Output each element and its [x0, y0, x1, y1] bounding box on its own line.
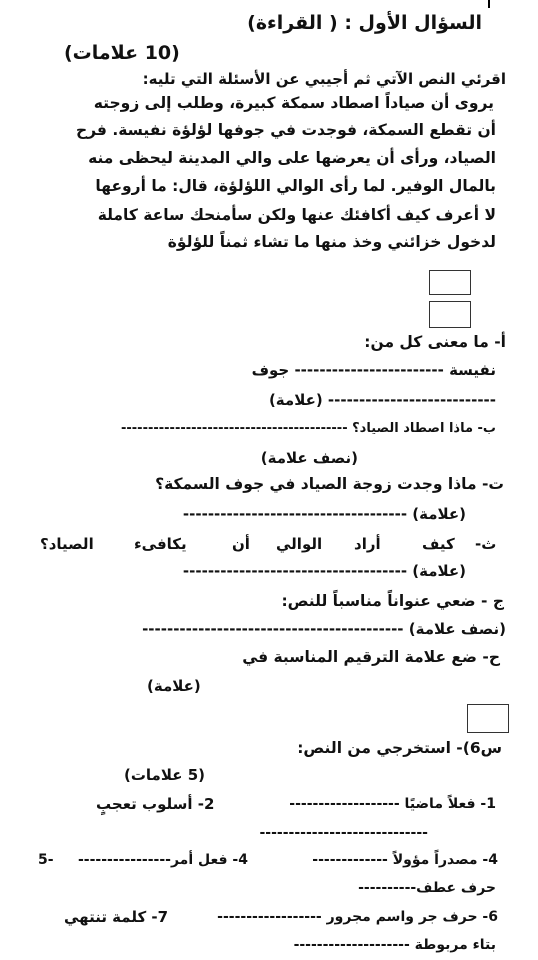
q6-item-1: 1- فعلاً ماضيًا ------------------- — [289, 796, 496, 812]
question-th-word-5: أن — [232, 535, 250, 553]
passage-line-2: أن تقطع السمكة، فوجدت في جوفها لؤلؤة نفيسة. فرح — [75, 121, 496, 139]
q6-item-4: 4- مصدراً مؤولاً ------------- — [312, 852, 498, 868]
question-th-word-3: أراد — [354, 535, 381, 553]
question-h-mark: (علامة) — [147, 677, 201, 695]
q6-item-7b: بتاء مربوطة -------------------- — [293, 937, 496, 953]
q6-item-2: 2- أسلوب تعجبٍ — [96, 795, 215, 813]
page-title: السؤال الأول : ( القراءة) — [247, 12, 482, 34]
question-th-word-7: الصياد؟ — [40, 535, 94, 553]
marks-total: (10 علامات) — [64, 42, 180, 64]
q6-dash-line: ----------------------------- — [259, 825, 428, 841]
question-a-line-1: نفيسة ------------------------ جوف — [251, 361, 496, 379]
q6-item-6: 6- حرف جر واسم مجرور ------------------ — [217, 909, 498, 925]
question-j-line: (نصف علامة) ------------------------------------------ — [142, 620, 506, 638]
question-a-prompt: أ- ما معنى كل من: — [364, 333, 506, 351]
question-6-title: س6)- استخرجي من النص: — [297, 739, 502, 757]
q6-item-7: 7- كلمة تنتهي — [64, 908, 169, 926]
question-a-line-2: --------------------------- (علامة) — [268, 391, 496, 409]
question-th-line: (علامة) ------------------------------------ — [182, 562, 466, 580]
question-th-word-6: يكافىء — [134, 535, 187, 553]
question-th-word-1: ث- — [475, 535, 497, 553]
question-th-word-2: كيف — [422, 535, 455, 553]
question-b-mark: (نصف علامة) — [260, 449, 358, 467]
answer-box-1[interactable] — [429, 270, 471, 295]
question-j: ج - ضعي عنواناً مناسباً للنص: — [281, 592, 504, 610]
answer-box-2[interactable] — [429, 301, 471, 328]
passage-line-5: لا أعرف كيف أكافئك عنها ولكن سأمنحك ساعة كاملة — [97, 206, 496, 224]
question-th-word-4: الوالي — [276, 535, 323, 553]
instruction: اقرئي النص الآتي ثم أجيبي عن الأسئلة التي تليه: — [142, 70, 506, 88]
question-t-line: (علامة) ------------------------------------ — [182, 505, 466, 523]
q6-item-5: 5- — [38, 852, 54, 868]
top-edge-mark — [488, 0, 490, 8]
question-t: ت- ماذا وجدت زوجة الصياد في جوف السمكة؟ — [155, 475, 504, 493]
passage-line-3: الصياد، ورأى أن يعرضها على والي المدينة ليحظى منه — [88, 149, 496, 167]
question-h: ح- ضع علامة الترقيم المناسبة في — [242, 648, 500, 666]
passage-line-4: بالمال الوفير. لما رأى الوالي اللؤلؤة، قال: ما أروعها — [95, 177, 496, 195]
passage-line-1: يروى أن صياداً اصطاد سمكة كبيرة، وطلب إلى زوجته — [93, 94, 494, 112]
punctuation-answer-box[interactable] — [467, 704, 509, 733]
question-b: ب- ماذا اصطاد الصياد؟ ------------------------------------------ — [120, 421, 496, 436]
question-6-marks: (5 علامات) — [124, 766, 206, 784]
q6-item-4b: 4- فعل أمر---------------- — [77, 852, 248, 868]
q6-item-5b: حرف عطف---------- — [358, 880, 496, 896]
passage-line-6: لدخول خزائني وخذ منها ما تشاء ثمناً للؤلؤة — [167, 233, 496, 251]
